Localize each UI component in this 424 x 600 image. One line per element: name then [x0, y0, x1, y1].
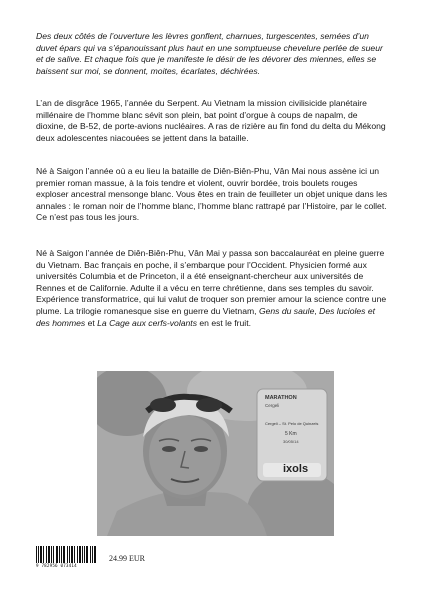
- review-paragraph: [36, 166, 388, 224]
- barcode-bars: [36, 546, 100, 563]
- sign-route-label: Cergeli – St. Pelo de Quinzels: [265, 421, 319, 426]
- author-photo-drawing: [97, 371, 334, 536]
- author-bio-text: [36, 248, 388, 329]
- sign-marathon-label: MARATHON: [265, 395, 297, 401]
- price-label: 24.99 EUR: [109, 554, 145, 563]
- review-text: Né à Saigon l’année où a eu lieu la bataille de Diên-Biên-Phu, Vân Mai nous assène ici un premier roman massue, à la fois tendre et violent, ouvrir bordée, trois boulets rouges exploser ancestral mensonge blanc. Vous êtes en train de feuilleter un objet unique dans les annales : le roman noir de l’homme blanc, l’homme blanc rattrapé par l’Histoire, par le collet. Ce n’est pas tous les jours.: [36, 166, 388, 223]
- author-photo: [97, 371, 334, 536]
- sign-logo: ixols: [283, 463, 309, 475]
- bio-text-part1: Né à Saigon l’année de Diên-Biên-Phu, Vân Mai y passa son baccalauréat en pleine guerre du Vietnam. Bac français en poche, il s’embarque pour l’Occident. Physicien formé aux universités Columbia et de Princeton, il a été enseignant-chercheur aux universités de Rennes et de Californie. Adulte il a vécu en terre chrétienne, dans ses temples du savoir. Expérience transformatrice, qui lui valut de troquer son premier amour la science contre une plume. La trilogie romanesque sise en guerre du Vietnam,: [36, 248, 387, 316]
- isbn-barcode: [36, 546, 100, 569]
- bio-separator-2: et: [85, 317, 98, 328]
- isbn-number: 9 782956 073414: [36, 563, 77, 568]
- author-bio-paragraph: [36, 248, 388, 329]
- book-title-3: La Cage aux cerfs-volants: [97, 317, 197, 328]
- sign-date-label: 30/05/14: [283, 439, 299, 444]
- synopsis-paragraph: [36, 98, 388, 144]
- sign-distance-label: 5 Km: [285, 431, 297, 437]
- bio-separator-1: ,: [314, 305, 320, 316]
- excerpt-quote: [36, 31, 388, 77]
- excerpt-text: Des deux côtés de l’ouverture les lèvres gonflent, charnues, turgescentes, semées d’un duvet épars qui va s’épanouissant plus haut en une somptueuse chevelure perlée de sueur et de salive. Et chaque fois que je manifeste le désir de les dévorer des miennes, elles se baissent sur moi, se donnent, moites, écarlates, déchirées.: [36, 31, 383, 76]
- sign-location-label: Cergeli: [265, 403, 280, 408]
- synopsis-text: L’an de disgrâce 1965, l’année du Serpent. Au Vietnam la mission civilisicide planétaire millénaire de l’homme blanc sévit son plein, bat point d’orgue à coups de napalm, de dioxine, de B-52, de porte-avions nucléaires. A ras de rizière au fin fond du delta du Mékong deux adolescentes niacouées se jettent dans la bataille.: [36, 98, 386, 143]
- bio-text-part2: en est le fruit.: [197, 317, 251, 328]
- book-title-2: Des lucioles et des hommes: [36, 305, 376, 328]
- book-title-1: Gens du saule: [258, 305, 315, 316]
